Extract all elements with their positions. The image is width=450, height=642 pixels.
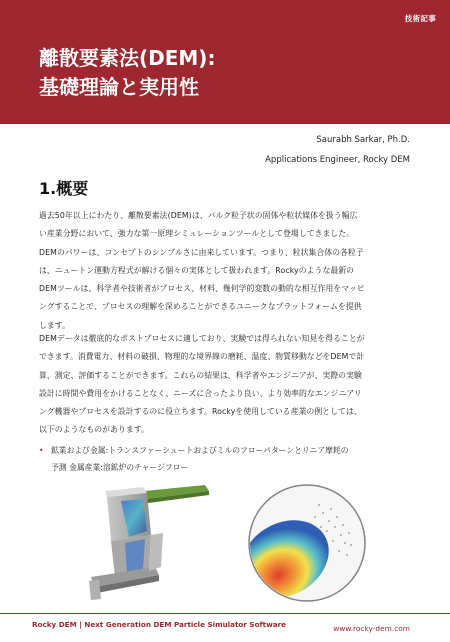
paragraph-2-line: 以下のようなものがあります。 bbox=[39, 425, 149, 435]
footer-product-name: Rocky DEM | Next Generation DEM Particle Simulator Software bbox=[32, 620, 287, 629]
page-title bbox=[39, 44, 215, 102]
bullet-item-mining bbox=[39, 442, 419, 476]
paragraph-2 bbox=[39, 330, 417, 440]
footer-divider bbox=[0, 613, 450, 614]
paragraph-1 bbox=[39, 207, 417, 335]
paragraph-1-line: DEMツールは、科学者や技術者がプロセス、材料、幾何学的変数の動的な相互作用をマッピ bbox=[39, 284, 365, 294]
paragraph-1-line: い産業分野において、強力な第一原理シミュレーションツールとして登場してきました。 bbox=[39, 229, 355, 239]
author-role: Applications Engineer, Rocky DEM bbox=[265, 155, 410, 165]
paragraph-1-line: します。 bbox=[39, 320, 70, 330]
article-tag: 技術記事 bbox=[404, 14, 436, 23]
paragraph-2-line: できます。消費電力、材料の破損、物理的な境界線の磨耗、温度、物質移動などをDEMで計 bbox=[39, 352, 365, 362]
bullet-line-1: 鉱業および金属:トランスファーシュートおよびミルのフローパターンとリニア摩耗の bbox=[51, 446, 349, 455]
bullet-marker: • bbox=[39, 446, 44, 455]
paragraph-2-line: 設計に時間や費用をかけることなく、ニーズに合ったより良い、より効率的なエンジニアリ bbox=[39, 388, 362, 398]
paragraph-2-line: ング機器やプロセスを設計するのに役立ちます。Rockyを使用している産業の例としては、 bbox=[39, 407, 362, 417]
paragraph-1-line: 過去50年以上にわたり、離散要素法(DEM)は、バルク粒子状の固体や粒状媒体を扱う幅広 bbox=[39, 211, 358, 220]
transfer-chute-image bbox=[85, 483, 211, 601]
section-title: 1.概要 bbox=[39, 179, 89, 198]
paragraph-1-line: ングすることで、プロセスの理解を深めることができるユニークなプラットフォームを提供 bbox=[39, 302, 362, 312]
bullet-line-2: 予測 金属産業:溶鉱炉のチャージフロー bbox=[51, 463, 189, 472]
paragraph-1-line: DEMのパワーは、コンセプトのシンプルさに由来しています。つまり、粒状集合体の各粒子 bbox=[39, 247, 364, 257]
title-line-2: 基礎理論と実用性 bbox=[39, 75, 199, 99]
paragraph-1-line: は、ニュートン運動方程式が解ける個々の実体として扱われます。Rockyのような最新の bbox=[39, 265, 355, 275]
header-banner bbox=[0, 0, 450, 124]
title-line-1: 離散要素法(DEM): bbox=[39, 46, 216, 70]
author-name: Saurabh Sarkar, Ph.D. bbox=[316, 135, 410, 145]
footer-website-link[interactable]: www.rocky-dem.com bbox=[333, 624, 410, 633]
paragraph-2-line: 算、測定、評価することができます。これらの結果は、科学者やエンジニアが、実際の実験 bbox=[39, 370, 362, 380]
mill-simulation-image bbox=[233, 483, 381, 605]
author-block bbox=[265, 130, 410, 170]
paragraph-2-line: DEMデータは徹底的なポストプロセスに適しており、実験では得られない知見を得ることが bbox=[39, 334, 365, 343]
